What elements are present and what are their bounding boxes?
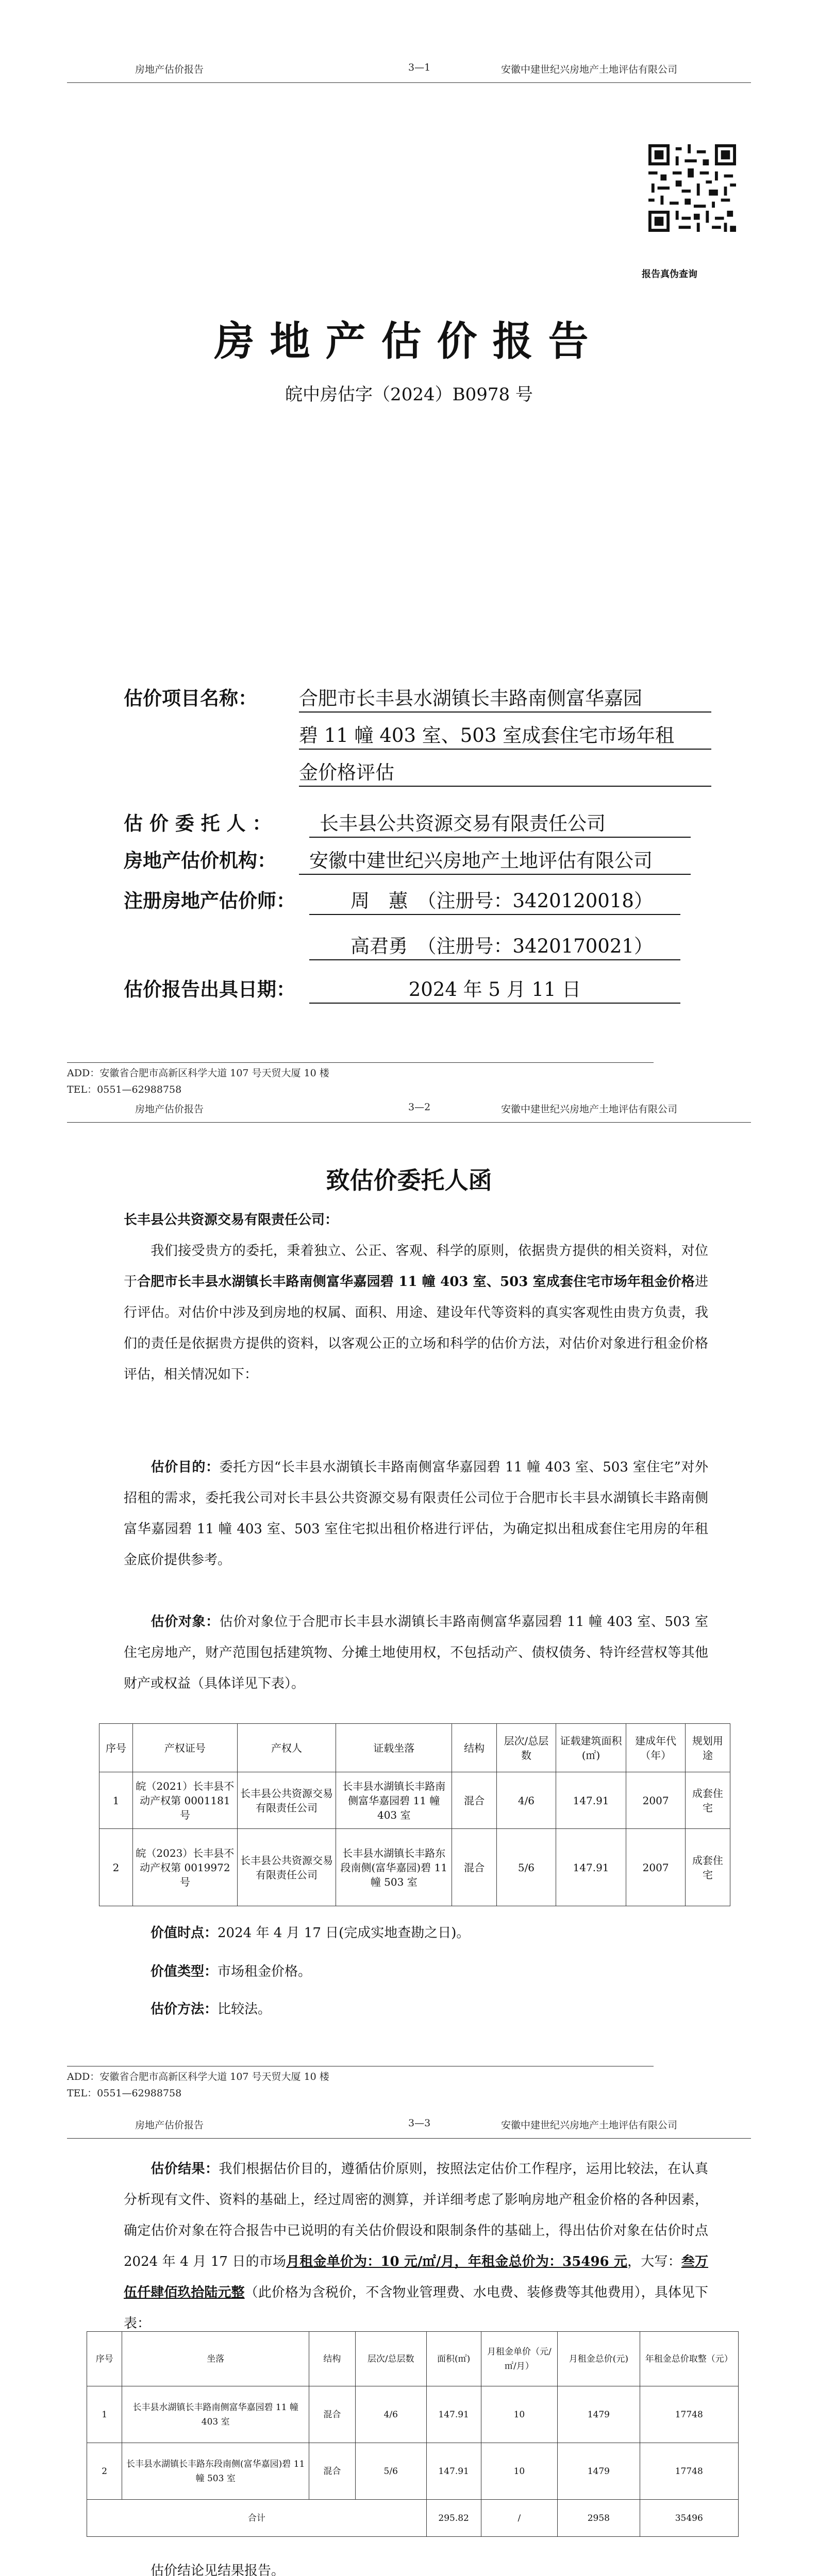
appraiser-1: 周 蕙 （注册号：3420120018） bbox=[309, 885, 680, 915]
th-floor: 层次/总层数 bbox=[355, 2332, 426, 2386]
object-text: 估价对象位于合肥市长丰县水湖镇长丰路南侧富华嘉园碧 11 幢 403 室、503 室住宅房地产，财产范围包括建筑物、分摊土地使用权，不包括动产、债权债务、特许经营权等其他财产或权益（具体详见下表）。 bbox=[124, 1614, 708, 1691]
result-price: 月租金单价为：10 元/㎡/月，年租金总价为：35496 元 bbox=[286, 2254, 628, 2269]
date-value: 2024 年 5 月 11 日 bbox=[309, 974, 680, 1004]
date-label: 估价报告出具日期： bbox=[124, 978, 295, 1001]
header-page-no: 3—1 bbox=[408, 62, 431, 73]
appraiser-2: 高君勇 （注册号：3420170021） bbox=[309, 930, 680, 960]
cell: 皖（2023）长丰县不动产权第 0019972 号 bbox=[133, 1829, 238, 1906]
cell: 长丰县水湖镇长丰路南侧富华嘉园碧 11 幢 403 室 bbox=[122, 2386, 309, 2443]
project-line-3: 金价格评估 bbox=[299, 757, 711, 787]
letter-salutation: 长丰县公共资源交易有限责任公司： bbox=[124, 1212, 339, 1228]
th-unit-price: 月租金单价（元/㎡/月） bbox=[481, 2332, 558, 2386]
th-year: 建成年代（年） bbox=[626, 1724, 686, 1772]
client-value: 长丰县公共资源交易有限责任公司 bbox=[309, 808, 691, 838]
footer-address: ADD：安徽省合肥市高新区科学大道 107 号天贸大厦 10 楼 bbox=[67, 2071, 329, 2082]
project-line-1: 合肥市长丰县水湖镇长丰路南侧富华嘉园 bbox=[299, 683, 711, 713]
th-use: 规划用途 bbox=[685, 1724, 730, 1772]
letter-paragraph-1 bbox=[124, 1235, 708, 1390]
cell: 混合 bbox=[309, 2386, 355, 2443]
cell: 皖（2021）长丰县不动产权第 0001181 号 bbox=[133, 1772, 238, 1829]
table-row bbox=[87, 2386, 739, 2443]
cell: 2007 bbox=[626, 1772, 686, 1829]
cell: 2 bbox=[87, 2443, 122, 2500]
total-area: 295.82 bbox=[426, 2500, 481, 2537]
cell: 长丰县水湖镇长丰路南侧富华嘉园碧 11 幢 403 室 bbox=[336, 1772, 452, 1829]
letter-paragraph-2 bbox=[124, 1452, 708, 1575]
object-label: 估价对象： bbox=[151, 1614, 220, 1630]
header-right: 安徽中建世纪兴房地产土地评估有限公司 bbox=[501, 1104, 678, 1115]
total-label: 合计 bbox=[87, 2500, 427, 2537]
project-label: 估价项目名称： bbox=[124, 687, 257, 709]
letter-paragraph-4 bbox=[124, 1918, 708, 1948]
header-page-no: 3—3 bbox=[408, 2117, 431, 2129]
table-row bbox=[99, 1772, 730, 1829]
page-header-1 bbox=[67, 52, 751, 83]
cell: 1479 bbox=[558, 2443, 640, 2500]
report-number: 皖中房估字（2024）B0978 号 bbox=[285, 384, 533, 405]
appraiser-label: 注册房地产估价师： bbox=[124, 889, 295, 912]
cell: 混合 bbox=[309, 2443, 355, 2500]
cell: 长丰县公共资源交易有限责任公司 bbox=[237, 1829, 336, 1906]
letter-paragraph-8 bbox=[124, 2555, 708, 2576]
cell: 10 bbox=[481, 2386, 558, 2443]
cell: 10 bbox=[481, 2443, 558, 2500]
cell: 147.91 bbox=[426, 2386, 481, 2443]
th-floor: 层次/总层数 bbox=[497, 1724, 556, 1772]
total-year: 35496 bbox=[640, 2500, 738, 2537]
th-year-total: 年租金总价取整（元） bbox=[640, 2332, 738, 2386]
total-unit: / bbox=[481, 2500, 558, 2537]
rent-table bbox=[87, 2331, 739, 2537]
letter-title: 致估价委托人函 bbox=[326, 1166, 492, 1194]
page-header-3 bbox=[67, 2107, 751, 2139]
result-label: 估价结果： bbox=[151, 2161, 219, 2177]
qr-caption: 报告真伪查询 bbox=[642, 269, 697, 280]
header-page-no: 3—2 bbox=[408, 1101, 431, 1113]
result-text: 我们根据估价目的，遵循估价原则，按照法定估价工作程序，运用比较法，在认真分析现有文件、资料的基础上，经过周密的测算，并详细考虑了影响房地产租金价格的各种因素，确定估价对象在符合报告中已说明的有关估价假设和限制条件的基础上，得出估价对象在估价时点 2024 年 4 月 17 日的市场 bbox=[124, 2161, 708, 2269]
table-total-row bbox=[87, 2500, 739, 2537]
cell: 4/6 bbox=[355, 2386, 426, 2443]
cell: 长丰县公共资源交易有限责任公司 bbox=[237, 1772, 336, 1829]
cell: 1 bbox=[87, 2386, 122, 2443]
p1-tail: 进行评估。对估价中涉及到房地的权属、面积、用途、建设年代等资料的真实客观性由贵方负责，我们的责任是依据贵方提供的资料，以客观公正的立场和科学的估价方法，对估价对象进行租金价格评估，相关情况如下： bbox=[124, 1274, 708, 1382]
total-month: 2958 bbox=[558, 2500, 640, 2537]
th-location: 证载坐落 bbox=[336, 1724, 452, 1772]
header-right: 安徽中建世纪兴房地产土地评估有限公司 bbox=[501, 2120, 678, 2131]
cell: 成套住宅 bbox=[685, 1829, 730, 1906]
header-right: 安徽中建世纪兴房地产土地评估有限公司 bbox=[501, 64, 678, 75]
cell: 4/6 bbox=[497, 1772, 556, 1829]
th-no: 序号 bbox=[87, 2332, 122, 2386]
method-label: 估价方法： bbox=[151, 2002, 218, 2017]
cell: 5/6 bbox=[497, 1829, 556, 1906]
footer-tel: TEL：0551—62988758 bbox=[67, 1084, 182, 1095]
page-header-2 bbox=[67, 1091, 751, 1123]
report-title: 房地产估价报告 bbox=[214, 318, 604, 365]
table-row bbox=[99, 1829, 730, 1906]
cell: 成套住宅 bbox=[685, 1772, 730, 1829]
cell: 17748 bbox=[640, 2443, 738, 2500]
th-no: 序号 bbox=[99, 1724, 133, 1772]
cell: 2007 bbox=[626, 1829, 686, 1906]
th-area: 面积(㎡) bbox=[426, 2332, 481, 2386]
header-left: 房地产估价报告 bbox=[135, 64, 204, 75]
footer-tel: TEL：0551—62988758 bbox=[67, 2088, 182, 2099]
p1-text: 我们接受贵方的委托，秉着独立、公正、客观、科学的原则，依据贵方提供的相关资料，对位于 bbox=[124, 1243, 708, 1290]
project-line-2: 碧 11 幢 403 室、503 室成套住宅市场年租 bbox=[299, 720, 711, 750]
table-header-row bbox=[87, 2332, 739, 2386]
cell: 长丰县水湖镇长丰路东段南侧(富华嘉园)碧 11 幢 503 室 bbox=[122, 2443, 309, 2500]
method-text: 比较法。 bbox=[218, 2002, 272, 2017]
th-structure: 结构 bbox=[309, 2332, 355, 2386]
letter-paragraph-6 bbox=[124, 1994, 708, 2025]
result-daxie-label: ，大写： bbox=[627, 2254, 681, 2269]
property-table bbox=[99, 1723, 730, 1906]
th-structure: 结构 bbox=[452, 1724, 497, 1772]
cell: 147.91 bbox=[556, 1829, 626, 1906]
letter-paragraph-3 bbox=[124, 1606, 708, 1699]
header-left: 房地产估价报告 bbox=[135, 1104, 204, 1115]
cell: 147.91 bbox=[556, 1772, 626, 1829]
header-left: 房地产估价报告 bbox=[135, 2120, 204, 2131]
result-tail: （此价格为含税价，不含物业管理费、水电费、装修费等其他费用），具体见下表： bbox=[124, 2285, 708, 2331]
th-cert: 产权证号 bbox=[133, 1724, 238, 1772]
client-label: 估 价 委 托 人 ： bbox=[124, 812, 272, 835]
purpose-text: 委托方因“长丰县水湖镇长丰路南侧富华嘉园碧 11 幢 403 室、503 室住宅”对外招租的需求，委托我公司对长丰县公共资源交易有限责任公司位于合肥市长丰县水湖镇长丰路南侧富华嘉园碧 11 幢 403 室、503 室住宅拟出租价格进行评估，为确定拟出租成套住宅用房的年租金底价提供参考。 bbox=[124, 1460, 708, 1568]
cell: 1 bbox=[99, 1772, 133, 1829]
cell: 147.91 bbox=[426, 2443, 481, 2500]
p1-bold: 合肥市长丰县水湖镇长丰路南侧富华嘉园碧 11 幢 403 室、503 室成套住宅市场年租金价格 bbox=[137, 1274, 695, 1290]
org-value: 安徽中建世纪兴房地产土地评估有限公司 bbox=[299, 845, 691, 875]
cell: 5/6 bbox=[355, 2443, 426, 2500]
cell: 混合 bbox=[452, 1829, 497, 1906]
cell: 2 bbox=[99, 1829, 133, 1906]
value-type-label: 价值类型： bbox=[151, 1964, 218, 1979]
cell: 17748 bbox=[640, 2386, 738, 2443]
value-date-text: 2024 年 4 月 17 日(完成实地查勘之日)。 bbox=[218, 1925, 470, 1941]
result-daxie: 叁万伍仟肆佰玖拾陆元整 bbox=[124, 2254, 708, 2300]
table-header-row bbox=[99, 1724, 730, 1772]
cell: 1479 bbox=[558, 2386, 640, 2443]
page-footer-2 bbox=[67, 2066, 751, 2099]
value-type-text: 市场租金价格。 bbox=[218, 1964, 312, 1979]
th-owner: 产权人 bbox=[237, 1724, 336, 1772]
letter-paragraph-7 bbox=[124, 2154, 708, 2339]
value-date-label: 价值时点： bbox=[151, 1925, 218, 1941]
purpose-label: 估价目的： bbox=[151, 1460, 220, 1475]
footer-address: ADD：安徽省合肥市高新区科学大道 107 号天贸大厦 10 楼 bbox=[67, 1067, 329, 1079]
cell: 长丰县水湖镇长丰路东段南侧(富华嘉园)碧 11 幢 503 室 bbox=[336, 1829, 452, 1906]
cell: 混合 bbox=[452, 1772, 497, 1829]
th-area: 证载建筑面积(㎡) bbox=[556, 1724, 626, 1772]
conclusion-text: 估价结论见结果报告。 bbox=[151, 2563, 285, 2576]
table-row bbox=[87, 2443, 739, 2500]
org-label: 房地产估价机构： bbox=[124, 849, 276, 872]
th-location: 坐落 bbox=[122, 2332, 309, 2386]
qr-code-icon[interactable] bbox=[648, 144, 736, 232]
letter-paragraph-5 bbox=[124, 1956, 708, 1987]
th-month-total: 月租金总价(元) bbox=[558, 2332, 640, 2386]
